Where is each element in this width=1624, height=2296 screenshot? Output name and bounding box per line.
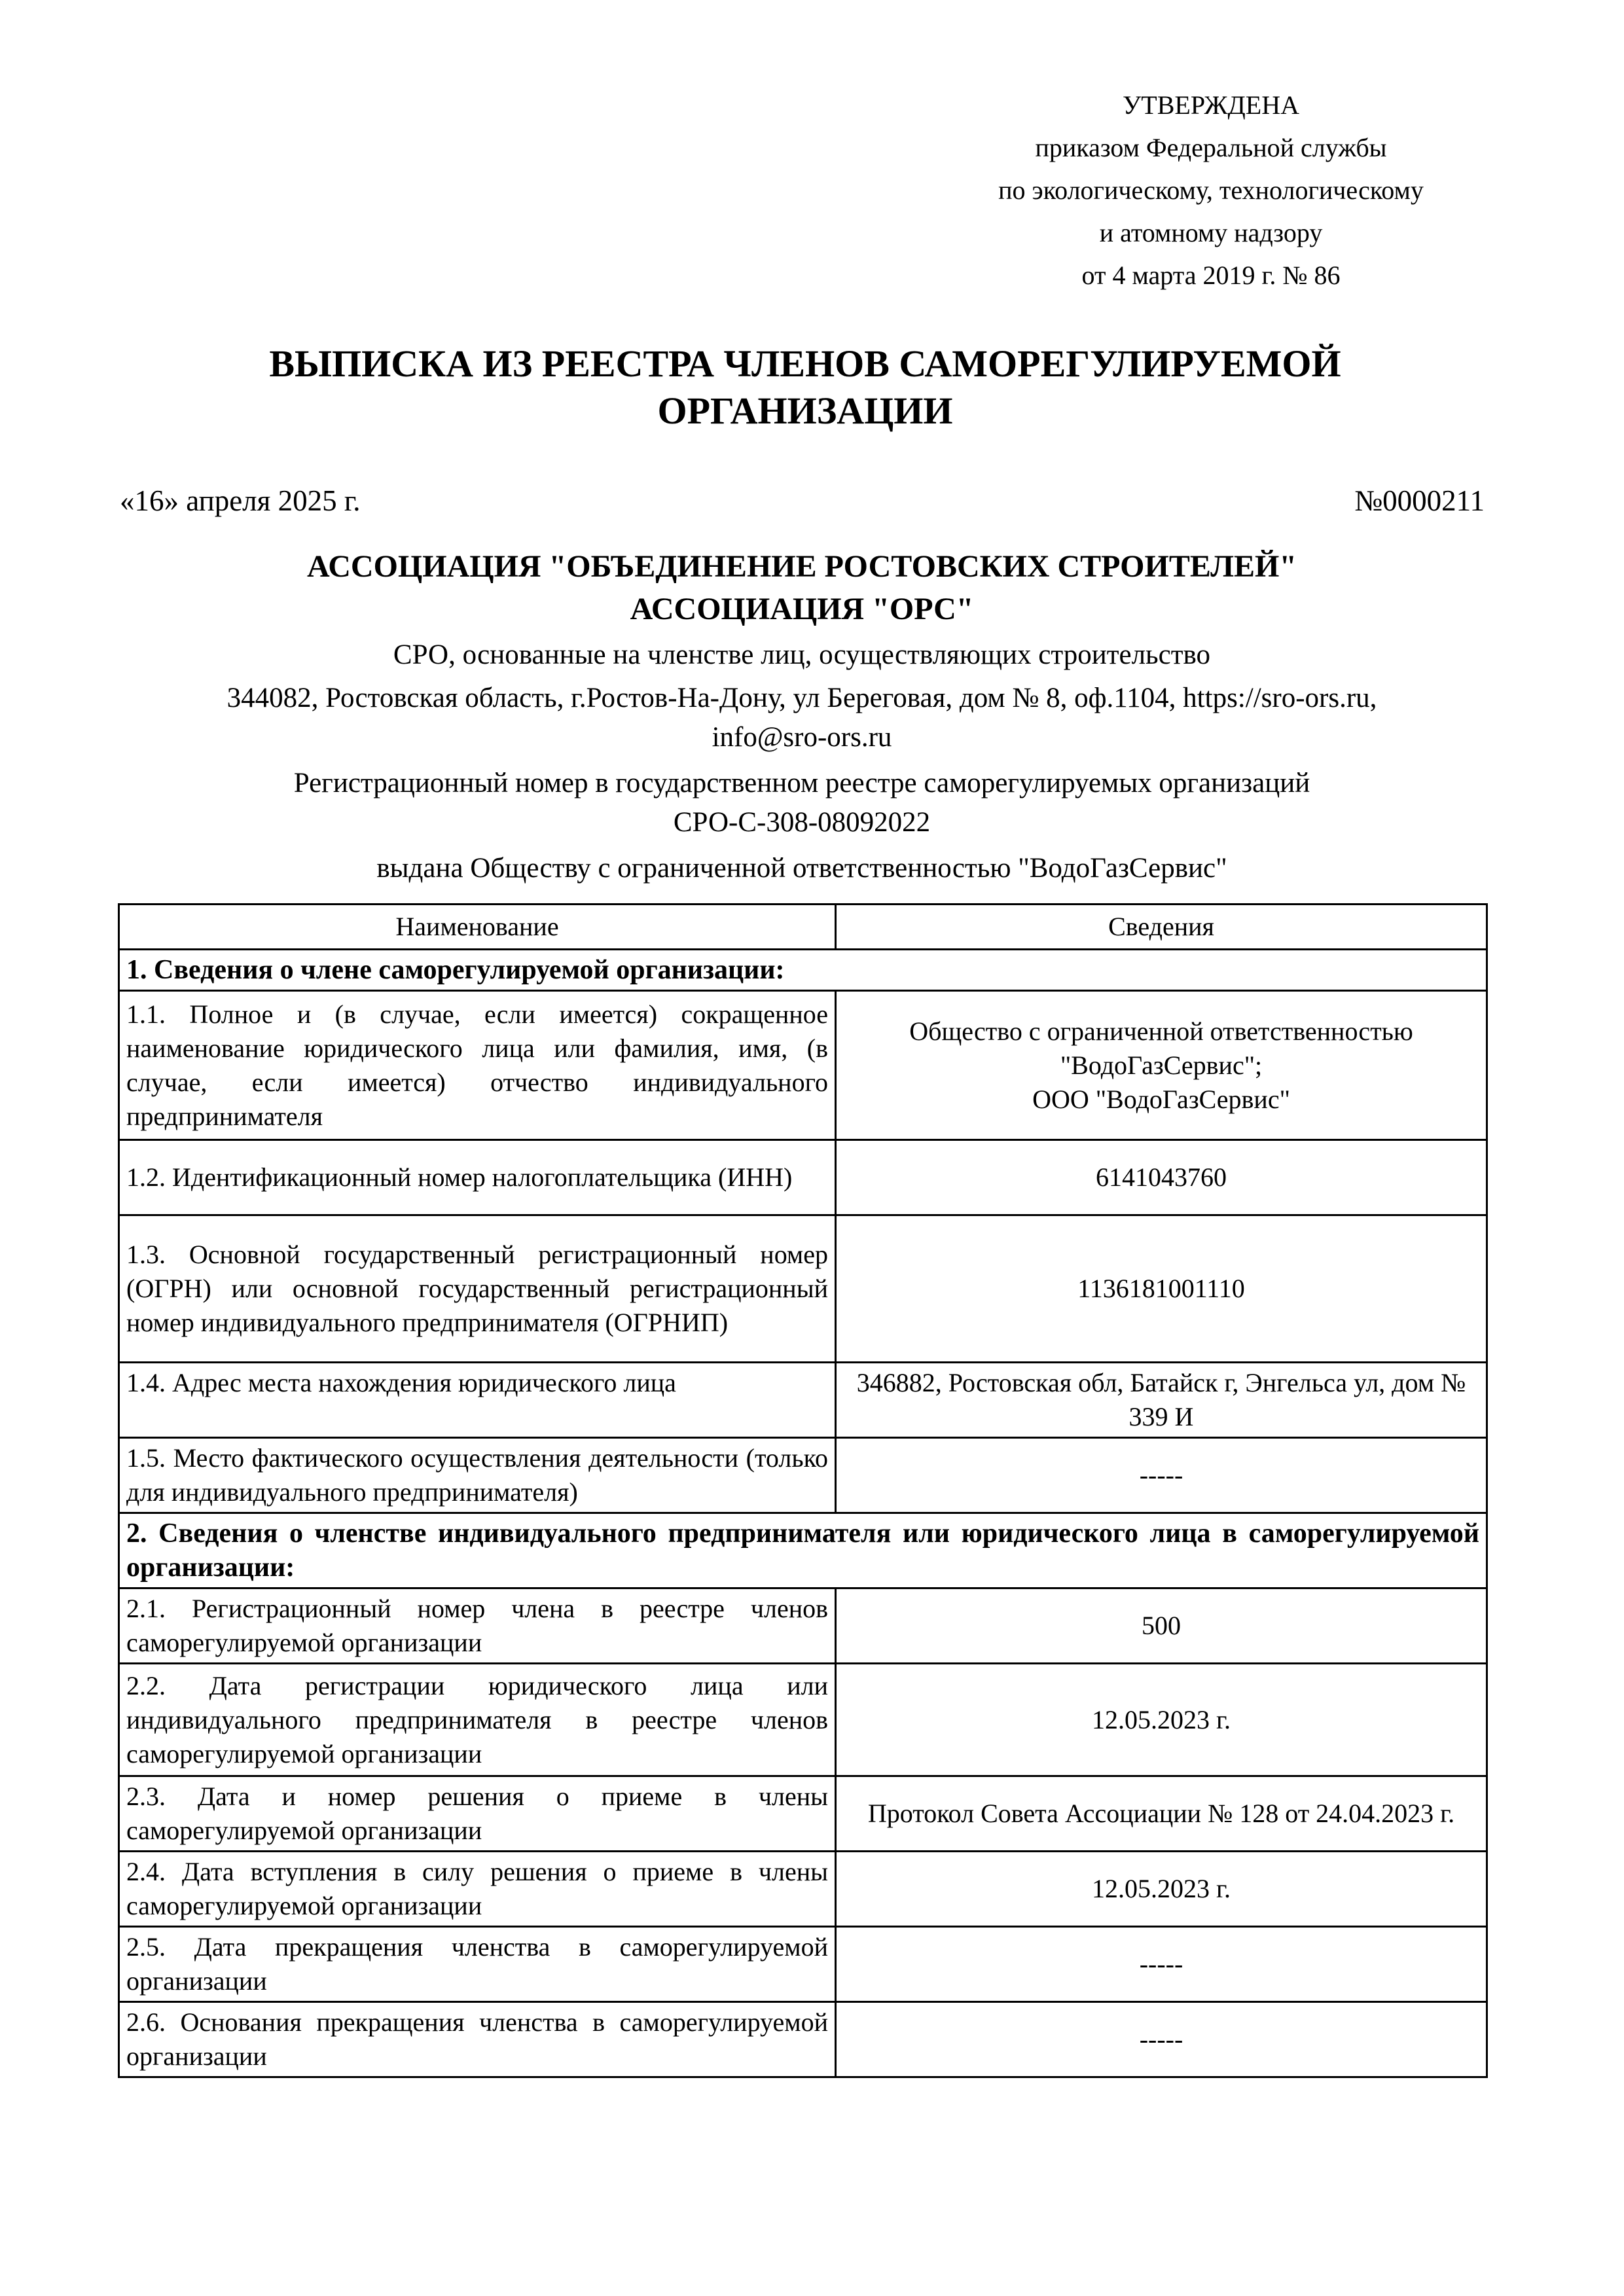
registration-label	[105, 764, 1499, 842]
row-value: -----	[836, 1438, 1487, 1513]
row-value: -----	[836, 2002, 1487, 2077]
table-row	[119, 1438, 1487, 1513]
column-header: Сведения	[836, 905, 1487, 950]
organization-name-line: АССОЦИАЦИЯ "ОБЪЕДИНЕНИЕ РОСТОВСКИХ СТРОИТЕЛЕЙ"	[306, 549, 1297, 584]
row-label: 1.1. Полное и (в случае, если имеется) сокращенное наименование юридического лица или фамилия, имя, (в случае, если имеется) отчество индивидуального предпринимателя	[119, 991, 836, 1140]
document-title	[118, 340, 1492, 435]
address-line: 344082, Ростовская область, г.Ростов-На-Дону, ул Береговая, дом № 8, оф.1104, https://sro-ors.ru,	[226, 683, 1377, 713]
organization-address	[105, 679, 1499, 757]
table-row	[119, 1776, 1487, 1852]
table-row	[119, 1852, 1487, 1927]
row-value-line: Общество с ограниченной ответственностью	[909, 1016, 1413, 1046]
address-line: info@sro-ors.ru	[712, 722, 892, 753]
row-label: 2.2. Дата регистрации юридического лица или индивидуального предпринимателя в реестре членов саморегулируемой организации	[119, 1664, 836, 1776]
row-label: 1.3. Основной государственный регистрационный номер (ОГРН) или основной государственный регистрационный номер индивидуального предпринимателя (ОГРНИП)	[119, 1215, 836, 1363]
title-line: ОРГАНИЗАЦИИ	[657, 389, 953, 432]
column-header: Наименование	[119, 905, 836, 950]
document-number: №0000211	[1354, 484, 1485, 517]
table-row	[119, 1664, 1487, 1776]
table-row	[119, 1588, 1487, 1664]
approval-line: от 4 марта 2019 г. № 86	[1081, 260, 1341, 290]
approval-line: приказом Федеральной службы	[1035, 133, 1387, 162]
registration-label-text: Регистрационный номер в государственном реестре саморегулируемых организаций	[293, 768, 1310, 798]
table-row	[119, 991, 1487, 1140]
approval-stamp-block	[884, 84, 1538, 296]
document-date: «16» апреля 2025 г.	[120, 484, 361, 517]
section-heading: 2. Сведения о членстве индивидуального предпринимателя или юридического лица в саморегулируемой организации:	[119, 1513, 1487, 1588]
registry-table	[118, 903, 1488, 2078]
row-label: 2.3. Дата и номер решения о приеме в члены саморегулируемой организации	[119, 1776, 836, 1852]
row-value: 6141043760	[836, 1140, 1487, 1215]
registration-number: СРО-С-308-08092022	[673, 807, 931, 838]
issued-to: выдана Обществу с ограниченной ответственностью "ВодоГазСервис"	[376, 853, 1227, 884]
table-row	[119, 1363, 1487, 1438]
table-header-row	[119, 905, 1487, 950]
table-row	[119, 1927, 1487, 2002]
section-heading: 1. Сведения о члене саморегулируемой организации:	[119, 950, 1487, 991]
row-label: 2.5. Дата прекращения членства в саморегулируемой организации	[119, 1927, 836, 2002]
row-label: 2.4. Дата вступления в силу решения о приеме в члены саморегулируемой организации	[119, 1852, 836, 1927]
row-value: 500	[836, 1588, 1487, 1664]
approval-line: и атомному надзору	[1099, 218, 1323, 247]
table-row	[119, 1215, 1487, 1363]
section-row	[119, 950, 1487, 991]
table-row	[119, 2002, 1487, 2077]
row-value: 346882, Ростовская обл, Батайск г, Энгельса ул, дом № 339 И	[836, 1363, 1487, 1438]
organization-block	[105, 545, 1499, 888]
section-row	[119, 1513, 1487, 1588]
table-row	[119, 1140, 1487, 1215]
row-label: 2.6. Основания прекращения членства в саморегулируемой организации	[119, 2002, 836, 2077]
row-label: 1.2. Идентификационный номер налогоплательщика (ИНН)	[119, 1140, 836, 1215]
row-value: 1136181001110	[836, 1215, 1487, 1363]
approval-line: УТВЕРЖДЕНА	[1122, 90, 1300, 120]
row-label: 1.5. Место фактического осуществления деятельности (только для индивидуального предпринимателя)	[119, 1438, 836, 1513]
row-label: 1.4. Адрес места нахождения юридического лица	[119, 1363, 836, 1438]
row-value: 12.05.2023 г.	[836, 1664, 1487, 1776]
row-value: 12.05.2023 г.	[836, 1852, 1487, 1927]
row-value: Протокол Совета Ассоциации № 128 от 24.04.2023 г.	[836, 1776, 1487, 1852]
approval-line: по экологическому, технологическому	[998, 175, 1424, 205]
organization-name-line: АССОЦИАЦИЯ "ОРС"	[630, 592, 974, 626]
row-value-line: ООО "ВодоГазСервис"	[1032, 1084, 1290, 1114]
organization-type: СРО, основанные на членстве лиц, осуществляющих строительство	[393, 639, 1211, 670]
row-value-line: "ВодоГазСервис";	[1060, 1050, 1263, 1080]
organization-name	[105, 545, 1499, 630]
row-value: -----	[836, 1927, 1487, 2002]
row-label: 2.1. Регистрационный номер члена в реестре членов саморегулируемой организации	[119, 1588, 836, 1664]
title-line: ВЫПИСКА ИЗ РЕЕСТРА ЧЛЕНОВ САМОРЕГУЛИРУЕМОЙ	[269, 342, 1341, 385]
row-value	[836, 991, 1487, 1140]
